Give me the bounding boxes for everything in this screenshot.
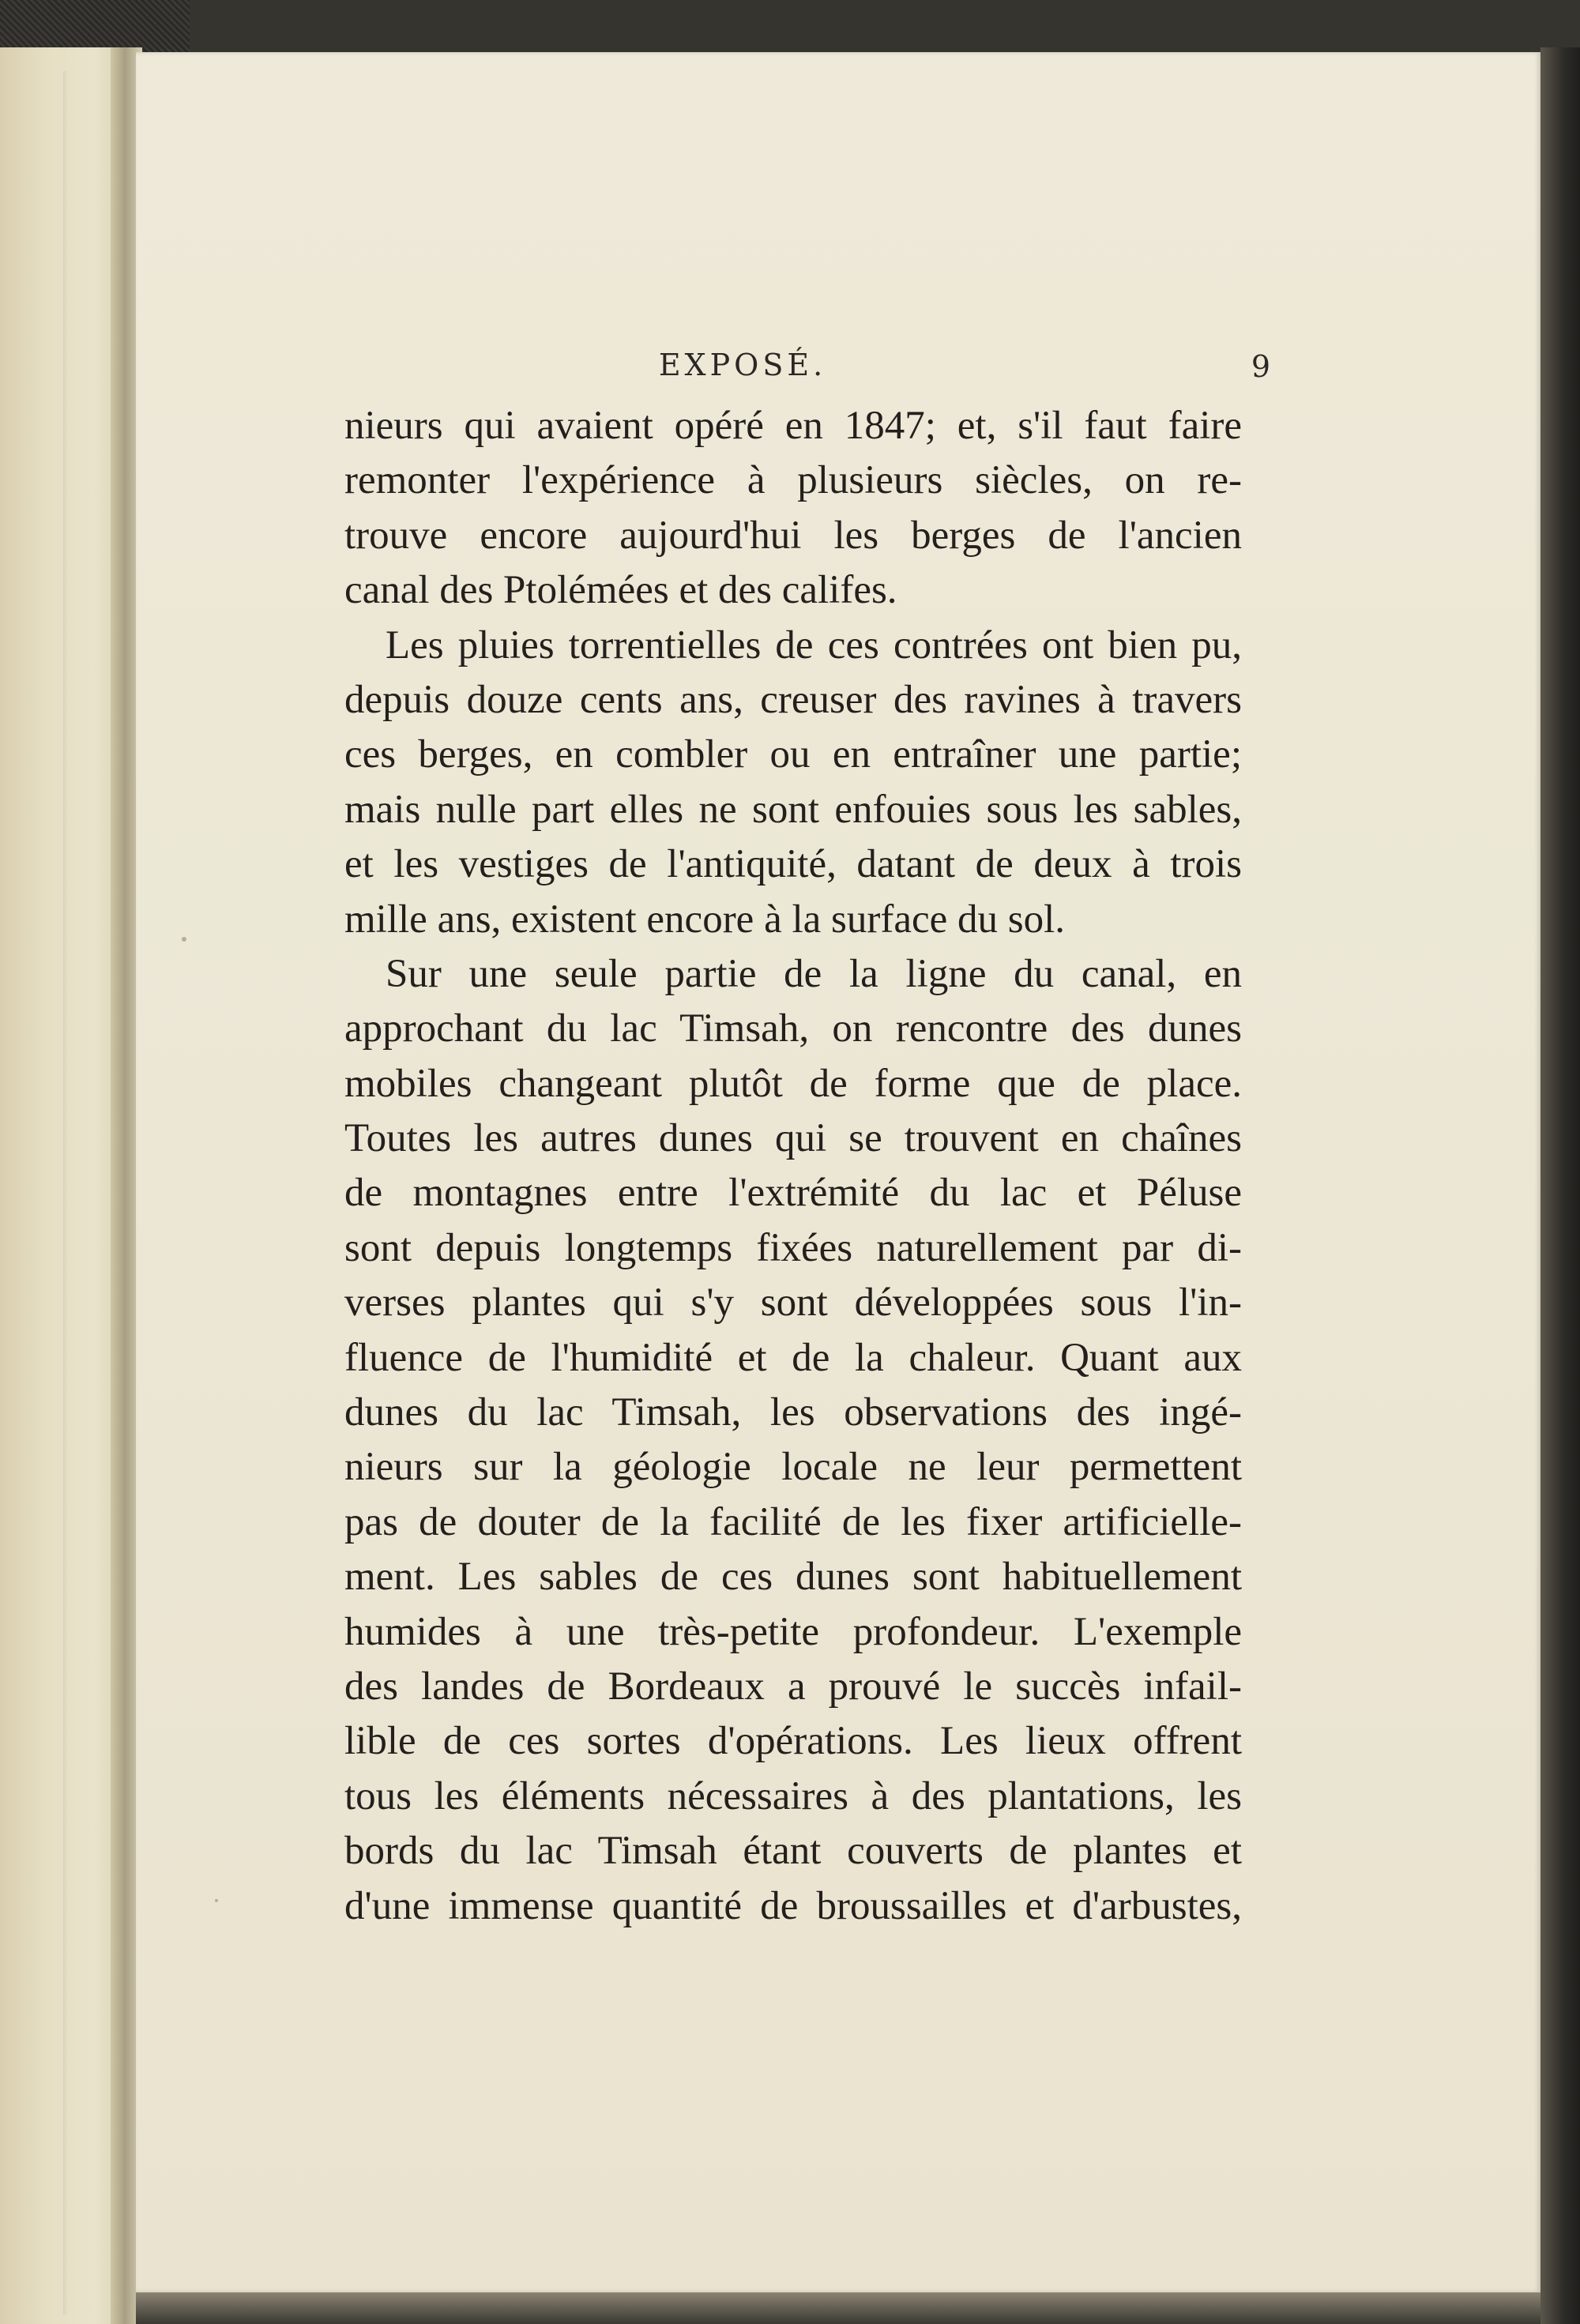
text-line: des landes de Bordeaux a prouvé le succès infail- — [344, 1664, 1242, 1709]
running-head — [221, 348, 1270, 395]
text-line: pas de douter de la facilité de les fixer artificielle- — [344, 1499, 1242, 1544]
paragraph-start-line: Les pluies torrentielles de ces contrées ont bien pu, — [386, 622, 1242, 667]
text-line: fluence de l'humidité et de la chaleur. Quant aux — [344, 1335, 1242, 1380]
paper-speck — [182, 937, 186, 942]
text-line: nieurs sur la géologie locale ne leur permettent — [344, 1445, 1242, 1490]
text-line: dunes du lac Timsah, les observations des ingé- — [344, 1390, 1242, 1435]
text-line: ment. Les sables de ces dunes sont habituellement — [344, 1555, 1242, 1600]
body-text — [344, 399, 1242, 1934]
text-line: ces berges, en combler ou en entraîner une partie; — [344, 732, 1242, 777]
running-title: EXPOSÉ. — [658, 348, 827, 382]
text-line: remonter l'expérience à plusieurs siècles, on re- — [344, 458, 1242, 503]
text-line: trouve encore aujourd'hui les berges de l'ancien — [344, 513, 1242, 558]
paragraph-start-line: Sur une seule partie de la ligne du canal, en — [386, 951, 1242, 996]
text-line: nieurs qui avaient opéré en 1847; et, s'il faut faire — [344, 404, 1242, 448]
text-line: mais nulle part elles ne sont enfouies sous les sables, — [344, 787, 1242, 832]
text-line: et les vestiges de l'antiquité, datant de deux à trois — [344, 842, 1242, 887]
text-line: canal des Ptolémées et des califes. — [344, 568, 897, 613]
text-line: d'une immense quantité de broussailles et d'arbustes, — [344, 1883, 1242, 1928]
text-line: sont depuis longtemps fixées naturellement par di- — [344, 1225, 1242, 1270]
text-line: verses plantes qui s'y sont développées sous l'in- — [344, 1280, 1242, 1326]
text-line: Toutes les autres dunes qui se trouvent en chaînes — [344, 1116, 1242, 1161]
text-line: bords du lac Timsah étant couverts de plantes et — [344, 1829, 1242, 1874]
text-line: mobiles changeant plutôt de forme que de place. — [344, 1061, 1242, 1106]
text-line: humides à une très-petite profondeur. L'exemple — [344, 1609, 1242, 1654]
text-line: tous les éléments nécessaires à des plantations, les — [344, 1773, 1242, 1818]
text-line: mille ans, existent encore à la surface du sol. — [344, 897, 1065, 942]
page-edge-right — [1540, 47, 1580, 2324]
text-line: de montagnes entre l'extrémité du lac et Péluse — [344, 1171, 1242, 1216]
facing-page — [0, 47, 118, 2324]
text-line: approchant du lac Timsah, on rencontre des dunes — [344, 1006, 1242, 1051]
page-number: 9 — [1251, 349, 1270, 384]
paper-speck — [215, 1899, 218, 1902]
text-line: lible de ces sortes d'opérations. Les lieux offrent — [344, 1719, 1242, 1764]
text-line: depuis douze cents ans, creuser des ravines à travers — [344, 677, 1242, 722]
facing-page-edge — [63, 71, 68, 2315]
page-edge-bottom — [136, 2292, 1540, 2324]
